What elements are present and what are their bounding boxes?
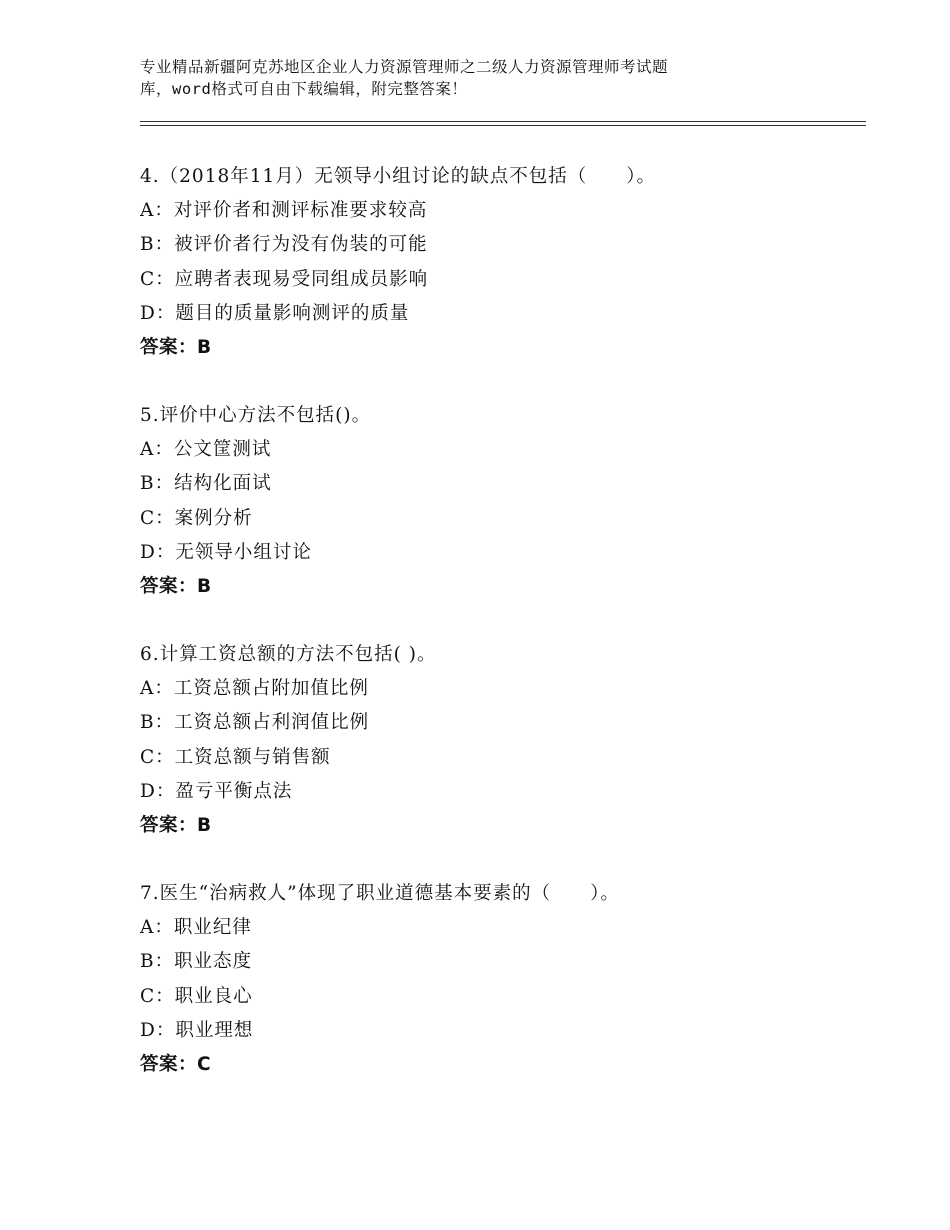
question-stem: 7.医生“治病救人”体现了职业道德基本要素的（ ）。 <box>140 883 620 904</box>
question-stem: 6.计算工资总额的方法不包括( )。 <box>140 644 437 665</box>
option-d: D：题目的质量影响测评的质量 <box>140 302 410 324</box>
option-a: A：公文筐测试 <box>140 439 272 461</box>
document-header <box>140 56 780 100</box>
option-d: D：职业理想 <box>140 1019 254 1041</box>
question-block <box>140 399 840 604</box>
question-stem: 4.（2018年11月）无领导小组讨论的缺点不包括（ ）。 <box>140 166 657 187</box>
header-line-1: 专业精品新疆阿克苏地区企业人力资源管理师之二级人力资源管理师考试题 <box>140 58 669 76</box>
option-b: B：工资总额占利润值比例 <box>140 712 370 734</box>
option-b: B：被评价者行为没有伪装的可能 <box>140 234 428 256</box>
option-d: D：无领导小组讨论 <box>140 541 312 563</box>
option-c: C：职业良心 <box>140 985 253 1007</box>
question-block <box>140 877 840 1082</box>
option-c: C：应聘者表现易受同组成员影响 <box>140 268 429 290</box>
header-divider-bottom <box>140 125 866 126</box>
option-b: B：职业态度 <box>140 951 253 973</box>
option-c: C：案例分析 <box>140 507 253 529</box>
option-a: A：工资总额占附加值比例 <box>140 678 369 700</box>
question-block <box>140 160 840 365</box>
question-stem: 5.评价中心方法不包括()。 <box>140 405 372 426</box>
header-line-2: 库，word格式可自由下载编辑，附完整答案！ <box>140 80 468 98</box>
option-a: A：职业纪律 <box>140 917 252 939</box>
option-b: B：结构化面试 <box>140 473 272 495</box>
answer-label: 答案：B <box>140 575 212 597</box>
option-c: C：工资总额与销售额 <box>140 746 331 768</box>
answer-label: 答案：C <box>140 1053 212 1075</box>
option-a: A：对评价者和测评标准要求较高 <box>140 200 428 222</box>
answer-label: 答案：B <box>140 336 212 358</box>
question-block <box>140 638 840 843</box>
header-divider-top <box>140 121 866 122</box>
option-d: D：盈亏平衡点法 <box>140 780 293 802</box>
answer-label: 答案：B <box>140 814 212 836</box>
